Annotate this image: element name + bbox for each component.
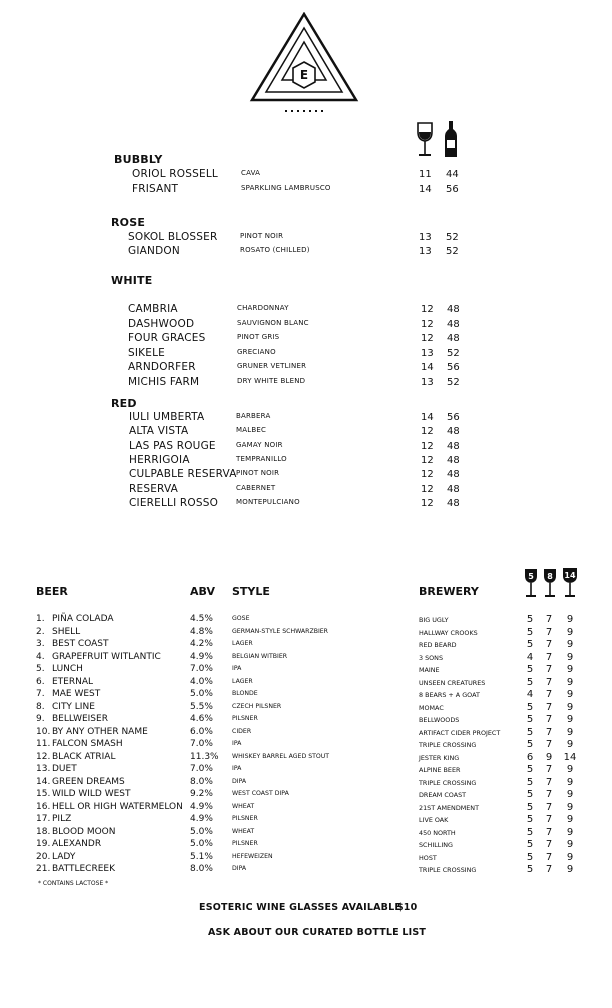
wine-name: LAS PAS ROUGE bbox=[129, 439, 216, 452]
beer-number: 13. bbox=[36, 764, 51, 774]
wine-bottle-price: 48 bbox=[447, 304, 460, 315]
beer-glass-large-icon bbox=[562, 567, 578, 598]
brewery-header: BREWERY bbox=[419, 585, 479, 598]
beer-price-small: 5 bbox=[526, 626, 534, 638]
beer-abv: 5.1% bbox=[190, 851, 213, 862]
beer-style: PILSNER bbox=[232, 840, 258, 847]
wine-name: IULI UMBERTA bbox=[129, 411, 205, 423]
glass-size-large: 14 bbox=[564, 571, 576, 580]
beer-number: 15. bbox=[36, 789, 51, 799]
wine-style: ROSATO (CHILLED) bbox=[240, 246, 310, 254]
beer-price-large: 9 bbox=[566, 764, 574, 775]
wine-glass-price: 14 bbox=[421, 362, 434, 374]
beer-price-small: 5 bbox=[526, 714, 534, 725]
wine-style: PINOT NOIR bbox=[236, 469, 280, 478]
wine-name: FRISANT bbox=[132, 182, 179, 195]
beer-price-small: 5 bbox=[526, 864, 534, 875]
wine-bottle-price: 48 bbox=[447, 483, 460, 495]
beer-name: FALCON SMASH bbox=[52, 739, 123, 749]
beer-number: 2. bbox=[36, 626, 45, 637]
section-title-rose: ROSE bbox=[111, 216, 146, 229]
beer-price-medium: 7 bbox=[545, 726, 553, 738]
section-title-white: WHITE bbox=[111, 274, 153, 287]
beer-price-medium: 7 bbox=[545, 801, 553, 813]
wine-style: BARBERA bbox=[236, 412, 271, 420]
wine-style: TEMPRANILLO bbox=[236, 454, 287, 463]
beer-style: GOSE bbox=[232, 615, 250, 622]
beer-price-large: 9 bbox=[566, 614, 574, 625]
beer-style: WHISKEY BARREL AGED STOUT bbox=[232, 752, 330, 760]
wine-style: GRUNER VETLINER bbox=[237, 362, 307, 371]
beer-name: BELLWEISER bbox=[52, 714, 108, 724]
beer-price-small: 5 bbox=[526, 701, 534, 713]
beer-abv: 5.0% bbox=[190, 826, 213, 837]
beer-price-large: 9 bbox=[566, 826, 574, 838]
beer-price-small: 4 bbox=[526, 651, 534, 663]
wine-bottle-price: 48 bbox=[447, 333, 460, 345]
beer-price-medium: 7 bbox=[545, 701, 553, 713]
wine-bottle-price: 56 bbox=[447, 412, 460, 423]
wine-style: SPARKLING LAMBRUSCO bbox=[241, 183, 331, 192]
wine-bottle-price: 48 bbox=[447, 440, 460, 452]
wine-name: HERRIGOIA bbox=[129, 453, 190, 466]
beer-price-small: 5 bbox=[526, 839, 534, 850]
beer-glass-medium-icon bbox=[543, 568, 557, 598]
wine-glass-price: 13 bbox=[419, 232, 432, 243]
beer-abv: 7.0% bbox=[190, 739, 213, 749]
wine-glass-price: 12 bbox=[421, 426, 434, 438]
beer-price-medium: 7 bbox=[545, 839, 553, 850]
wine-name: SIKELE bbox=[128, 346, 165, 359]
wine-bottle-price: 48 bbox=[447, 426, 460, 438]
beer-price-large: 9 bbox=[566, 639, 574, 650]
beer-abv: 4.9% bbox=[190, 814, 213, 824]
section-title-bubbly: BUBBLY bbox=[114, 153, 163, 166]
beer-price-medium: 7 bbox=[545, 814, 553, 825]
beer-price-large: 9 bbox=[566, 664, 574, 675]
beer-name: LUNCH bbox=[52, 664, 83, 674]
beer-price-medium: 7 bbox=[545, 689, 553, 700]
beer-price-large: 9 bbox=[566, 689, 574, 700]
beer-abv: 9.2% bbox=[190, 789, 213, 799]
beer-style: WEST COAST DIPA bbox=[232, 790, 289, 797]
beer-price-large: 9 bbox=[566, 776, 574, 788]
beer-number: 6. bbox=[36, 676, 45, 687]
wine-name: ALTA VISTA bbox=[129, 425, 189, 438]
beer-price-small: 5 bbox=[526, 826, 534, 838]
beer-style: PILSNER bbox=[232, 815, 258, 822]
beer-style: DIPA bbox=[232, 777, 247, 785]
beer-price-medium: 7 bbox=[545, 714, 553, 725]
beer-number: 11. bbox=[36, 739, 51, 749]
esoteric-glasses-price: $10 bbox=[397, 902, 418, 913]
beer-abv: 5.0% bbox=[190, 689, 213, 699]
beer-brewery: HALLWAY CROOKS bbox=[419, 628, 478, 637]
beer-abv: 6.0% bbox=[190, 726, 213, 737]
wine-bottle-price: 48 bbox=[447, 454, 460, 466]
beer-price-small: 4 bbox=[526, 689, 534, 700]
beer-number: 19. bbox=[36, 839, 51, 849]
wine-style: SAUVIGNON BLANC bbox=[237, 318, 309, 327]
wine-style: DRY WHITE BLEND bbox=[237, 377, 306, 385]
beer-price-medium: 9 bbox=[545, 751, 553, 763]
wine-style: CAVA bbox=[241, 169, 261, 177]
wine-glass-price: 13 bbox=[421, 347, 434, 359]
beer-price-large: 9 bbox=[566, 814, 574, 825]
wine-bottle-price: 48 bbox=[447, 469, 460, 481]
beer-style: IPA bbox=[232, 765, 242, 772]
section-title-red: RED bbox=[111, 397, 137, 410]
beer-abv: 8.0% bbox=[190, 776, 213, 787]
beer-glass-small-icon bbox=[524, 568, 538, 598]
wine-bottle-price: 48 bbox=[447, 318, 460, 330]
beer-brewery: 21ST AMENDMENT bbox=[419, 803, 479, 812]
beer-price-large: 9 bbox=[566, 739, 574, 750]
beer-number: 1. bbox=[36, 614, 45, 624]
beer-price-large: 9 bbox=[566, 626, 574, 638]
beer-number: 8. bbox=[36, 701, 45, 712]
beer-brewery: UNSEEN CREATURES bbox=[419, 678, 486, 687]
beer-abv: 7.0% bbox=[190, 764, 213, 774]
beer-price-small: 6 bbox=[526, 751, 534, 763]
beer-price-medium: 7 bbox=[545, 626, 553, 638]
wine-bottle-price: 56 bbox=[446, 183, 459, 195]
wine-bottle-price: 52 bbox=[447, 377, 460, 388]
wine-name: CIERELLI ROSSO bbox=[129, 496, 219, 509]
beer-abv: 4.2% bbox=[190, 639, 213, 649]
beer-abv: 4.9% bbox=[190, 651, 213, 662]
beer-price-small: 5 bbox=[526, 776, 534, 788]
beer-price-small: 5 bbox=[526, 801, 534, 813]
beer-price-large: 9 bbox=[566, 864, 574, 875]
wine-bottle-price: 52 bbox=[446, 232, 459, 243]
wine-glass-price: 13 bbox=[421, 377, 434, 388]
beer-name: HELL OR HIGH WATERMELON bbox=[52, 801, 183, 812]
beer-price-large: 9 bbox=[566, 839, 574, 850]
wine-name: SOKOL BLOSSER bbox=[128, 231, 218, 243]
beer-style: PILSNER bbox=[232, 715, 258, 722]
logo-letter: E bbox=[299, 68, 309, 82]
beer-brewery: ARTIFACT CIDER PROJECT bbox=[419, 728, 501, 737]
wine-name: ORIOL ROSSELL bbox=[132, 168, 218, 180]
wine-bottle-icon bbox=[444, 120, 458, 158]
beer-style: CZECH PILSNER bbox=[232, 702, 282, 710]
beer-number: 7. bbox=[36, 689, 45, 699]
beer-name: BLOOD MOON bbox=[52, 826, 116, 837]
beer-brewery: 3 SONS bbox=[419, 653, 444, 662]
beer-brewery: TRIPLE CROSSING bbox=[419, 741, 477, 749]
beer-abv: 4.5% bbox=[190, 614, 213, 624]
beer-header: BEER bbox=[36, 585, 68, 598]
beer-style: BELGIAN WITBIER bbox=[232, 652, 288, 660]
beer-name: ETERNAL bbox=[52, 676, 94, 687]
beer-brewery: TRIPLE CROSSING bbox=[419, 866, 477, 874]
wine-bottle-price: 44 bbox=[446, 169, 459, 180]
beer-name: LADY bbox=[52, 851, 76, 862]
beer-number: 9. bbox=[36, 714, 45, 724]
beer-abv: 4.6% bbox=[190, 714, 213, 724]
beer-price-small: 5 bbox=[526, 764, 534, 775]
beer-name: CITY LINE bbox=[52, 701, 95, 712]
beer-price-small: 5 bbox=[526, 814, 534, 825]
beer-style: CIDER bbox=[232, 727, 252, 735]
beer-number: 16. bbox=[36, 801, 51, 812]
beer-name: ALEXANDR bbox=[52, 839, 102, 849]
beer-style: IPA bbox=[232, 740, 242, 747]
style-header: STYLE bbox=[232, 585, 270, 598]
wine-glass-price: 12 bbox=[421, 304, 434, 315]
wine-bottle-price: 52 bbox=[446, 246, 459, 257]
wine-name: CULPABLE RESERVA bbox=[129, 468, 237, 481]
beer-abv: 11.3% bbox=[190, 751, 219, 762]
beer-price-large: 9 bbox=[566, 714, 574, 725]
wine-glass-price: 11 bbox=[419, 169, 432, 180]
wine-name: FOUR GRACES bbox=[128, 332, 206, 345]
wine-bottle-price: 56 bbox=[447, 362, 460, 374]
beer-name: GREEN DREAMS bbox=[52, 776, 125, 787]
beer-number: 12. bbox=[36, 751, 51, 762]
beer-style: LAGER bbox=[232, 640, 253, 647]
beer-price-large: 9 bbox=[566, 851, 574, 863]
beer-style: BLONDE bbox=[232, 690, 258, 697]
beer-brewery: RED BEARD bbox=[419, 641, 457, 649]
wine-glass-price: 12 bbox=[421, 469, 434, 481]
beer-abv: 7.0% bbox=[190, 664, 213, 674]
beer-name: BLACK ATRIAL bbox=[52, 751, 116, 762]
beer-number: 5. bbox=[36, 664, 45, 674]
beer-style: IPA bbox=[232, 665, 242, 672]
beer-style: LAGER bbox=[232, 677, 253, 685]
beer-price-medium: 7 bbox=[545, 676, 553, 688]
beer-brewery: JESTER KING bbox=[419, 753, 460, 762]
beer-number: 20. bbox=[36, 851, 51, 862]
beer-name: BY ANY OTHER NAME bbox=[52, 726, 148, 737]
glass-size-medium: 8 bbox=[547, 572, 553, 581]
beer-brewery: MAINE bbox=[419, 666, 440, 674]
wine-glass-price: 13 bbox=[419, 246, 432, 257]
beer-name: BEST COAST bbox=[52, 639, 109, 649]
beer-style: DIPA bbox=[232, 865, 247, 872]
beer-price-medium: 7 bbox=[545, 826, 553, 838]
beer-name: DUET bbox=[52, 764, 77, 774]
beer-name: MAE WEST bbox=[52, 689, 101, 699]
wine-name: GIANDON bbox=[128, 245, 180, 257]
beer-number: 17. bbox=[36, 814, 51, 824]
beer-price-large: 9 bbox=[566, 801, 574, 813]
wine-name: DASHWOOD bbox=[128, 317, 195, 330]
beer-name: PIÑA COLADA bbox=[52, 614, 114, 624]
beer-brewery: LIVE OAK bbox=[419, 816, 449, 824]
glass-size-small: 5 bbox=[528, 572, 534, 581]
beer-number: 14. bbox=[36, 776, 51, 787]
wine-name: MICHIS FARM bbox=[128, 376, 200, 388]
beer-price-small: 5 bbox=[526, 739, 534, 750]
wine-style: MALBEC bbox=[236, 426, 267, 435]
beer-name: PILZ bbox=[52, 814, 72, 824]
wine-glass-price: 12 bbox=[421, 440, 434, 452]
beer-brewery: 8 BEARS + A GOAT bbox=[419, 691, 480, 699]
beer-price-small: 5 bbox=[526, 614, 534, 625]
beer-price-small: 5 bbox=[526, 664, 534, 675]
beer-price-small: 5 bbox=[526, 851, 534, 863]
beer-price-medium: 7 bbox=[545, 864, 553, 875]
beer-abv: 4.9% bbox=[190, 801, 213, 812]
beer-brewery: ALPINE BEER bbox=[419, 766, 461, 774]
beer-price-large: 9 bbox=[566, 726, 574, 738]
beer-price-medium: 7 bbox=[545, 789, 553, 800]
wine-glass-price: 12 bbox=[421, 454, 434, 466]
beer-price-medium: 7 bbox=[545, 639, 553, 650]
beer-price-medium: 7 bbox=[545, 739, 553, 750]
esoteric-glasses-line: ESOTERIC WINE GLASSES AVAILABLE bbox=[199, 902, 402, 913]
beer-brewery: SCHILLING bbox=[419, 841, 453, 849]
beer-name: SHELL bbox=[52, 626, 81, 637]
wine-glass-price: 12 bbox=[421, 333, 434, 345]
beer-name: BATTLECREEK bbox=[52, 864, 115, 874]
beer-price-medium: 7 bbox=[545, 776, 553, 788]
wine-glass-price: 12 bbox=[421, 483, 434, 495]
beer-price-medium: 7 bbox=[545, 614, 553, 625]
beer-brewery: BELLWOODS bbox=[419, 716, 460, 724]
beer-brewery: BIG UGLY bbox=[419, 616, 449, 624]
beer-price-large: 14 bbox=[563, 751, 577, 763]
logo-emblem bbox=[248, 12, 360, 118]
wine-bottle-price: 52 bbox=[447, 347, 460, 359]
beer-number: 3. bbox=[36, 639, 45, 649]
wine-style: PINOT NOIR bbox=[240, 232, 284, 240]
wine-glass-price: 12 bbox=[421, 318, 434, 330]
beer-number: 21. bbox=[36, 864, 51, 874]
wine-glass-price: 14 bbox=[419, 183, 432, 195]
beer-price-small: 5 bbox=[526, 726, 534, 738]
wine-name: ARNDORFER bbox=[128, 361, 196, 374]
abv-header: ABV bbox=[190, 585, 215, 598]
wine-glass-icon bbox=[416, 122, 434, 158]
beer-price-medium: 7 bbox=[545, 851, 553, 863]
wine-style: GAMAY NOIR bbox=[236, 440, 283, 449]
beer-price-large: 9 bbox=[566, 651, 574, 663]
beer-brewery: 450 NORTH bbox=[419, 828, 456, 837]
wine-style: MONTEPULCIANO bbox=[236, 497, 300, 506]
beer-style: HEFEWEIZEN bbox=[232, 852, 273, 860]
beer-price-small: 5 bbox=[526, 676, 534, 688]
bottle-list-line: ASK ABOUT OUR CURATED BOTTLE LIST bbox=[208, 927, 427, 938]
beer-price-medium: 7 bbox=[545, 764, 553, 775]
wine-style: CABERNET bbox=[236, 483, 276, 492]
wine-style: PINOT GRIS bbox=[237, 333, 280, 342]
wine-bottle-price: 48 bbox=[447, 497, 460, 509]
lactose-note: * CONTAINS LACTOSE * bbox=[38, 880, 109, 887]
beer-brewery: HOST bbox=[419, 853, 437, 862]
beer-abv: 4.0% bbox=[190, 676, 213, 687]
wine-glass-price: 14 bbox=[421, 412, 434, 423]
beer-number: 4. bbox=[36, 651, 45, 662]
beer-brewery: DREAM COAST bbox=[419, 791, 467, 799]
wine-style: GRECIANO bbox=[237, 347, 276, 356]
beer-price-small: 5 bbox=[526, 639, 534, 650]
beer-number: 10. bbox=[36, 726, 51, 737]
wine-name: RESERVA bbox=[129, 482, 179, 495]
beer-abv: 5.0% bbox=[190, 839, 213, 849]
wine-style: CHARDONNAY bbox=[237, 304, 289, 312]
beer-brewery: TRIPLE CROSSING bbox=[419, 778, 477, 787]
beer-price-medium: 7 bbox=[545, 651, 553, 663]
beer-price-large: 9 bbox=[566, 676, 574, 688]
beer-abv: 5.5% bbox=[190, 701, 213, 712]
beer-price-medium: 7 bbox=[545, 664, 553, 675]
beer-name: GRAPEFRUIT WITLANTIC bbox=[52, 651, 161, 662]
beer-number: 18. bbox=[36, 826, 51, 837]
beer-name: WILD WILD WEST bbox=[52, 789, 131, 799]
wine-name: CAMBRIA bbox=[128, 303, 178, 315]
beer-brewery: MOMAC bbox=[419, 703, 444, 712]
beer-abv: 8.0% bbox=[190, 864, 213, 874]
beer-style: WHEAT bbox=[232, 802, 255, 810]
beer-abv: 4.8% bbox=[190, 626, 213, 637]
beer-style: WHEAT bbox=[232, 827, 255, 835]
beer-price-small: 5 bbox=[526, 789, 534, 800]
beer-price-large: 9 bbox=[566, 701, 574, 713]
beer-price-large: 9 bbox=[566, 789, 574, 800]
wine-glass-price: 12 bbox=[421, 497, 434, 509]
beer-style: GERMAN-STYLE SCHWARZBIER bbox=[232, 627, 328, 635]
